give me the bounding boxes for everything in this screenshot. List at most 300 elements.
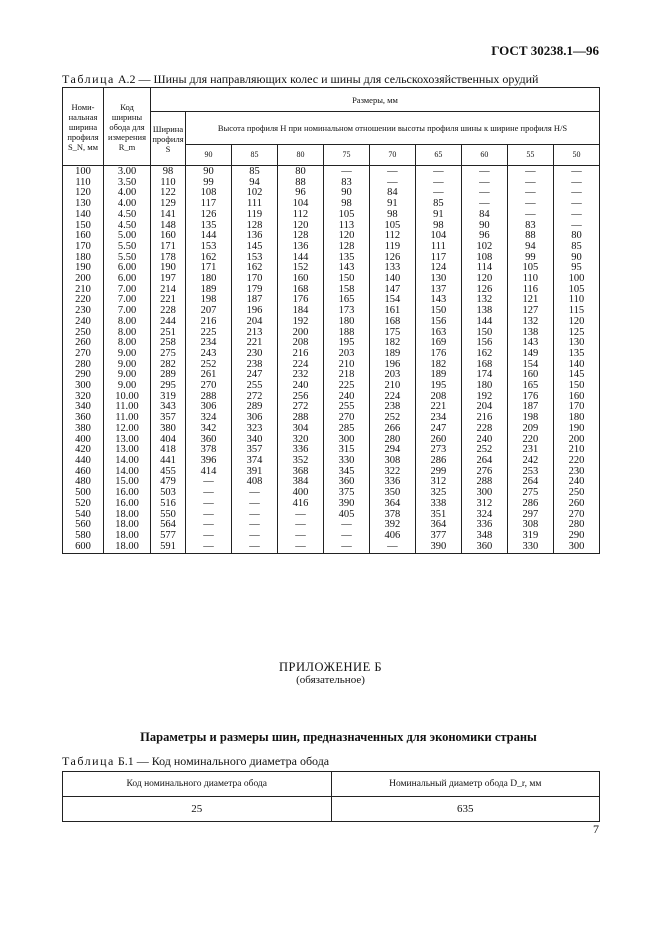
table-cell: 210 bbox=[63, 285, 104, 296]
table-row bbox=[63, 242, 600, 253]
table-cell: 196 bbox=[369, 360, 415, 371]
table-cell: 3.50 bbox=[104, 178, 151, 189]
table-cell: 88 bbox=[507, 231, 553, 242]
table-cell: 99 bbox=[507, 253, 553, 264]
table-cell: 179 bbox=[231, 285, 277, 296]
table-cell: 111 bbox=[231, 199, 277, 210]
caption-lead: Таблица bbox=[62, 754, 115, 768]
table-cell: 140 bbox=[63, 210, 104, 221]
header-ratio: 75 bbox=[323, 145, 369, 166]
table-cell: 126 bbox=[461, 285, 507, 296]
table-cell: 5.00 bbox=[104, 231, 151, 242]
table-cell: 144 bbox=[277, 253, 323, 264]
table-cell: — bbox=[186, 499, 232, 510]
table-cell: 264 bbox=[461, 456, 507, 467]
table-cell: 108 bbox=[186, 188, 232, 199]
table-cell: 290 bbox=[63, 370, 104, 381]
table-cell: 138 bbox=[507, 328, 553, 339]
table-row bbox=[63, 402, 600, 413]
table-cell: 300 bbox=[461, 488, 507, 499]
appendix-title: ПРИЛОЖЕНИЕ Б bbox=[278, 660, 383, 674]
table-cell: — bbox=[369, 542, 415, 554]
table-cell: 18.00 bbox=[104, 510, 151, 521]
header-ratio: 70 bbox=[369, 145, 415, 166]
table-cell: 213 bbox=[231, 328, 277, 339]
table-cell: 83 bbox=[507, 221, 553, 232]
table-cell: 18.00 bbox=[104, 542, 151, 554]
table-cell: 175 bbox=[369, 328, 415, 339]
table-cell: 300 bbox=[323, 435, 369, 446]
table-cell: 228 bbox=[151, 306, 186, 317]
table-cell: 150 bbox=[461, 328, 507, 339]
table-cell: — bbox=[186, 542, 232, 554]
table-cell: 224 bbox=[277, 360, 323, 371]
table-cell: 9.00 bbox=[104, 360, 151, 371]
table-cell: 232 bbox=[277, 370, 323, 381]
table-cell: — bbox=[277, 542, 323, 554]
table-cell: 312 bbox=[461, 499, 507, 510]
table-cell: 240 bbox=[63, 317, 104, 328]
table-cell: 357 bbox=[151, 413, 186, 424]
table-cell: 148 bbox=[151, 221, 186, 232]
table-cell: 324 bbox=[186, 413, 232, 424]
table-cell: — bbox=[507, 188, 553, 199]
table-cell: 84 bbox=[369, 188, 415, 199]
table-cell: 364 bbox=[369, 499, 415, 510]
table-cell: 441 bbox=[151, 456, 186, 467]
table-cell: 260 bbox=[553, 499, 599, 510]
table-cell: 220 bbox=[63, 295, 104, 306]
table-cell: 275 bbox=[151, 349, 186, 360]
table-cell: 112 bbox=[277, 210, 323, 221]
table-cell: 162 bbox=[231, 263, 277, 274]
table-row bbox=[63, 499, 600, 510]
table-cell: 270 bbox=[186, 381, 232, 392]
table-cell: 104 bbox=[277, 199, 323, 210]
table-cell: 14.00 bbox=[104, 467, 151, 478]
table-cell: 147 bbox=[369, 285, 415, 296]
table-cell: 112 bbox=[369, 231, 415, 242]
table-cell: 176 bbox=[507, 392, 553, 403]
table-cell: 255 bbox=[323, 402, 369, 413]
header-ratio: 55 bbox=[507, 145, 553, 166]
table-cell: 500 bbox=[63, 488, 104, 499]
table-cell: 200 bbox=[553, 435, 599, 446]
table-cell: 165 bbox=[323, 295, 369, 306]
table-cell: 4.50 bbox=[104, 210, 151, 221]
table-cell: 260 bbox=[63, 338, 104, 349]
table-cell: 13.00 bbox=[104, 445, 151, 456]
table-cell: 384 bbox=[277, 477, 323, 488]
table-row bbox=[63, 328, 600, 339]
table-cell: 140 bbox=[369, 274, 415, 285]
table-cell: 136 bbox=[231, 231, 277, 242]
table-cell: — bbox=[553, 178, 599, 189]
table-cell: 143 bbox=[507, 338, 553, 349]
table-cell: 221 bbox=[231, 338, 277, 349]
table-cell: 162 bbox=[186, 253, 232, 264]
table-cell: 192 bbox=[277, 317, 323, 328]
table-cell: 286 bbox=[415, 456, 461, 467]
table-cell: 256 bbox=[277, 392, 323, 403]
table-cell: 297 bbox=[507, 510, 553, 521]
header-section-height: Высота профиля Н при номинальном отношении высоты профиля шины к ширине профиля H/S bbox=[186, 112, 600, 145]
table-row bbox=[63, 381, 600, 392]
table-cell: — bbox=[231, 499, 277, 510]
table-cell: 234 bbox=[186, 338, 232, 349]
table-cell: 189 bbox=[186, 285, 232, 296]
table-cell: — bbox=[277, 510, 323, 521]
table-cell: — bbox=[507, 178, 553, 189]
table-row bbox=[63, 477, 600, 488]
table-cell: — bbox=[461, 199, 507, 210]
table-cell: 128 bbox=[231, 221, 277, 232]
table-cell: 391 bbox=[231, 467, 277, 478]
header-section-width: Ширина профиля S bbox=[151, 112, 186, 166]
table-cell: 218 bbox=[323, 370, 369, 381]
table-cell: 540 bbox=[63, 510, 104, 521]
table-cell: 195 bbox=[323, 338, 369, 349]
table-cell: 150 bbox=[63, 221, 104, 232]
table-cell: 130 bbox=[63, 199, 104, 210]
table-cell: 312 bbox=[415, 477, 461, 488]
header-rim-diameter: Номинальный диаметр обода D_r, мм bbox=[331, 772, 600, 797]
table-row bbox=[63, 317, 600, 328]
header-nominal-width bbox=[63, 88, 104, 166]
table-cell: 308 bbox=[369, 456, 415, 467]
table-cell: 251 bbox=[151, 328, 186, 339]
table-cell: 178 bbox=[151, 253, 186, 264]
table-cell: 264 bbox=[507, 477, 553, 488]
table-cell: 105 bbox=[323, 210, 369, 221]
table-cell: 286 bbox=[507, 499, 553, 510]
table-cell: 272 bbox=[277, 402, 323, 413]
table-cell: 7.00 bbox=[104, 285, 151, 296]
table-cell: 173 bbox=[323, 306, 369, 317]
table-cell: — bbox=[553, 199, 599, 210]
header-ratio: 90 bbox=[186, 145, 232, 166]
table-cell: 91 bbox=[369, 199, 415, 210]
table-cell: — bbox=[461, 188, 507, 199]
table-cell: 128 bbox=[323, 242, 369, 253]
table-cell: 203 bbox=[323, 349, 369, 360]
table-cell: 176 bbox=[415, 349, 461, 360]
table-cell: 420 bbox=[63, 445, 104, 456]
table-cell: 242 bbox=[507, 456, 553, 467]
table-cell: 91 bbox=[415, 210, 461, 221]
table-cell: 11.00 bbox=[104, 402, 151, 413]
table-cell: 124 bbox=[415, 263, 461, 274]
table-cell: 375 bbox=[323, 488, 369, 499]
table-cell: 119 bbox=[369, 242, 415, 253]
table-row bbox=[63, 188, 600, 199]
table-cell: 290 bbox=[553, 531, 599, 542]
table-cell: 165 bbox=[507, 381, 553, 392]
table-cell: 132 bbox=[507, 317, 553, 328]
table-cell: 18.00 bbox=[104, 520, 151, 531]
table-cell: 85 bbox=[415, 199, 461, 210]
table-cell: 336 bbox=[461, 520, 507, 531]
table-cell: 288 bbox=[277, 413, 323, 424]
table-cell: 161 bbox=[369, 306, 415, 317]
table-cell: 192 bbox=[461, 392, 507, 403]
table-row bbox=[63, 510, 600, 521]
table-cell: 184 bbox=[277, 306, 323, 317]
table-cell: 360 bbox=[63, 413, 104, 424]
table-cell: 240 bbox=[323, 392, 369, 403]
table-cell: 90 bbox=[186, 166, 232, 178]
table-cell: — bbox=[231, 510, 277, 521]
table-cell: 210 bbox=[323, 360, 369, 371]
caption-text: Б.1 — Код номинального диаметра обода bbox=[117, 754, 330, 768]
table-cell: 288 bbox=[461, 477, 507, 488]
table-cell: 160 bbox=[63, 231, 104, 242]
table-cell: 273 bbox=[415, 445, 461, 456]
table-cell: 364 bbox=[415, 520, 461, 531]
table-cell: 225 bbox=[186, 328, 232, 339]
table-cell: 8.00 bbox=[104, 328, 151, 339]
header-ratio: 65 bbox=[415, 145, 461, 166]
table-cell: — bbox=[507, 210, 553, 221]
table-cell: 99 bbox=[186, 178, 232, 189]
table-cell: 119 bbox=[231, 210, 277, 221]
header-ratio: 60 bbox=[461, 145, 507, 166]
table-cell: 105 bbox=[507, 263, 553, 274]
table-cell: 141 bbox=[151, 210, 186, 221]
table-cell: 105 bbox=[553, 285, 599, 296]
table-b1-caption bbox=[62, 754, 329, 769]
table-cell: 98 bbox=[323, 199, 369, 210]
table-cell: 168 bbox=[277, 285, 323, 296]
header-ratio: 80 bbox=[277, 145, 323, 166]
table-cell: 204 bbox=[461, 402, 507, 413]
table-cell: 320 bbox=[277, 435, 323, 446]
table-cell: 120 bbox=[553, 317, 599, 328]
table-cell: 340 bbox=[63, 402, 104, 413]
table-cell: 200 bbox=[63, 274, 104, 285]
table-cell: 120 bbox=[63, 188, 104, 199]
table-cell: 110 bbox=[151, 178, 186, 189]
table-cell: — bbox=[186, 477, 232, 488]
table-cell: 253 bbox=[507, 467, 553, 478]
table-row bbox=[63, 456, 600, 467]
table-cell: 6.00 bbox=[104, 274, 151, 285]
table-cell: 250 bbox=[553, 488, 599, 499]
table-cell: 182 bbox=[369, 338, 415, 349]
table-cell: 280 bbox=[369, 435, 415, 446]
table-row bbox=[63, 413, 600, 424]
table-cell: 406 bbox=[369, 531, 415, 542]
table-cell: 280 bbox=[553, 520, 599, 531]
table-cell: 189 bbox=[369, 349, 415, 360]
table-cell: 460 bbox=[63, 467, 104, 478]
table-cell: 390 bbox=[415, 542, 461, 554]
table-row bbox=[63, 349, 600, 360]
table-b1-body bbox=[63, 797, 600, 822]
table-cell: 198 bbox=[186, 295, 232, 306]
table-cell: 204 bbox=[231, 317, 277, 328]
table-cell: 308 bbox=[507, 520, 553, 531]
table-cell: 270 bbox=[323, 413, 369, 424]
table-cell: 115 bbox=[553, 306, 599, 317]
table-cell: — bbox=[231, 520, 277, 531]
table-cell: 414 bbox=[186, 467, 232, 478]
table-cell: 220 bbox=[553, 456, 599, 467]
table-cell: 96 bbox=[277, 188, 323, 199]
header-nominal-width-text: Номи-нальная ширина профиля S_N, мм bbox=[67, 101, 99, 152]
table-row bbox=[63, 166, 600, 178]
table-cell: 210 bbox=[553, 445, 599, 456]
table-cell: — bbox=[323, 166, 369, 178]
table-cell: 85 bbox=[231, 166, 277, 178]
table-cell: — bbox=[553, 221, 599, 232]
table-cell: 319 bbox=[151, 392, 186, 403]
table-cell: 336 bbox=[369, 477, 415, 488]
table-cell: 94 bbox=[231, 178, 277, 189]
table-cell: 374 bbox=[231, 456, 277, 467]
table-cell: 405 bbox=[323, 510, 369, 521]
table-cell: — bbox=[553, 166, 599, 178]
table-cell: 260 bbox=[415, 435, 461, 446]
table-cell: 324 bbox=[461, 510, 507, 521]
table-cell: 158 bbox=[323, 285, 369, 296]
table-cell: 171 bbox=[151, 242, 186, 253]
table-cell: 270 bbox=[553, 510, 599, 521]
table-cell: 180 bbox=[186, 274, 232, 285]
table-row bbox=[63, 797, 600, 822]
table-cell: 390 bbox=[323, 499, 369, 510]
table-cell: 126 bbox=[369, 253, 415, 264]
table-cell: 210 bbox=[369, 381, 415, 392]
table-cell: 220 bbox=[507, 435, 553, 446]
table-cell: 15.00 bbox=[104, 477, 151, 488]
table-cell: 130 bbox=[553, 338, 599, 349]
table-cell: 255 bbox=[231, 381, 277, 392]
table-cell: 94 bbox=[507, 242, 553, 253]
table-cell: 319 bbox=[507, 531, 553, 542]
table-cell: 360 bbox=[323, 477, 369, 488]
table-cell: 350 bbox=[369, 488, 415, 499]
table-cell: 221 bbox=[415, 402, 461, 413]
table-cell: 168 bbox=[461, 360, 507, 371]
table-cell: 84 bbox=[461, 210, 507, 221]
table-cell: 224 bbox=[369, 392, 415, 403]
table-cell: 190 bbox=[151, 263, 186, 274]
table-cell: — bbox=[507, 199, 553, 210]
header-dimensions: Размеры, мм bbox=[151, 88, 600, 112]
table-cell: 180 bbox=[63, 253, 104, 264]
section-title: Параметры и размеры шин, предназначенных для экономики страны bbox=[140, 730, 537, 744]
table-cell: — bbox=[507, 166, 553, 178]
table-cell: 102 bbox=[231, 188, 277, 199]
table-cell: 12.00 bbox=[104, 424, 151, 435]
table-cell: 357 bbox=[231, 445, 277, 456]
table-cell: — bbox=[231, 542, 277, 554]
table-cell: 216 bbox=[461, 413, 507, 424]
table-row bbox=[63, 467, 600, 478]
table-cell: 214 bbox=[151, 285, 186, 296]
table-cell: 5.50 bbox=[104, 242, 151, 253]
table-cell: 377 bbox=[415, 531, 461, 542]
table-cell: 203 bbox=[369, 370, 415, 381]
table-cell: 343 bbox=[151, 402, 186, 413]
table-cell: 416 bbox=[277, 499, 323, 510]
table-row bbox=[63, 338, 600, 349]
table-row bbox=[63, 520, 600, 531]
table-cell: 190 bbox=[553, 424, 599, 435]
table-cell: 266 bbox=[369, 424, 415, 435]
table-row bbox=[63, 445, 600, 456]
table-cell: 322 bbox=[369, 467, 415, 478]
table-cell: 591 bbox=[151, 542, 186, 554]
appendix-subtitle: (обязательное) bbox=[296, 674, 365, 686]
table-cell: 153 bbox=[186, 242, 232, 253]
table-cell: 258 bbox=[151, 338, 186, 349]
table-row bbox=[63, 210, 600, 221]
table-cell: 102 bbox=[461, 242, 507, 253]
table-cell: 252 bbox=[186, 360, 232, 371]
table-cell: 289 bbox=[151, 370, 186, 381]
table-cell: 479 bbox=[151, 477, 186, 488]
table-cell: 230 bbox=[553, 467, 599, 478]
table-cell: — bbox=[323, 542, 369, 554]
table-cell: — bbox=[369, 178, 415, 189]
table-cell: 208 bbox=[415, 392, 461, 403]
table-cell: 83 bbox=[323, 178, 369, 189]
table-cell: 160 bbox=[277, 274, 323, 285]
table-cell: 156 bbox=[415, 317, 461, 328]
table-cell: 360 bbox=[186, 435, 232, 446]
table-cell: 404 bbox=[151, 435, 186, 446]
table-cell: 330 bbox=[323, 456, 369, 467]
table-cell: 338 bbox=[415, 499, 461, 510]
table-cell: 234 bbox=[415, 413, 461, 424]
table-cell: 90 bbox=[323, 188, 369, 199]
table-cell: 289 bbox=[231, 402, 277, 413]
table-cell: 196 bbox=[231, 306, 277, 317]
table-cell: 120 bbox=[277, 221, 323, 232]
table-cell: 121 bbox=[507, 295, 553, 306]
table-cell: 140 bbox=[553, 360, 599, 371]
table-cell: 125 bbox=[553, 328, 599, 339]
table-cell: 480 bbox=[63, 477, 104, 488]
table-cell: 98 bbox=[415, 221, 461, 232]
table-a2-caption bbox=[62, 72, 538, 87]
table-row bbox=[63, 263, 600, 274]
table-cell: 80 bbox=[553, 231, 599, 242]
table-cell: 564 bbox=[151, 520, 186, 531]
table-cell: 247 bbox=[415, 424, 461, 435]
table-cell: 168 bbox=[369, 317, 415, 328]
table-cell: 100 bbox=[553, 274, 599, 285]
table-cell: 315 bbox=[323, 445, 369, 456]
table-row bbox=[63, 295, 600, 306]
table-cell: 580 bbox=[63, 531, 104, 542]
table-cell: 127 bbox=[507, 306, 553, 317]
table-cell: 3.00 bbox=[104, 166, 151, 178]
table-cell: 340 bbox=[231, 435, 277, 446]
table-cell: 171 bbox=[186, 263, 232, 274]
table-cell: 128 bbox=[277, 231, 323, 242]
table-cell: 162 bbox=[461, 349, 507, 360]
table-cell: 230 bbox=[231, 349, 277, 360]
table-cell: 351 bbox=[415, 510, 461, 521]
table-cell: 116 bbox=[507, 285, 553, 296]
table-cell: 143 bbox=[323, 263, 369, 274]
table-row bbox=[63, 274, 600, 285]
table-cell: 250 bbox=[63, 328, 104, 339]
table-cell: 8.00 bbox=[104, 317, 151, 328]
